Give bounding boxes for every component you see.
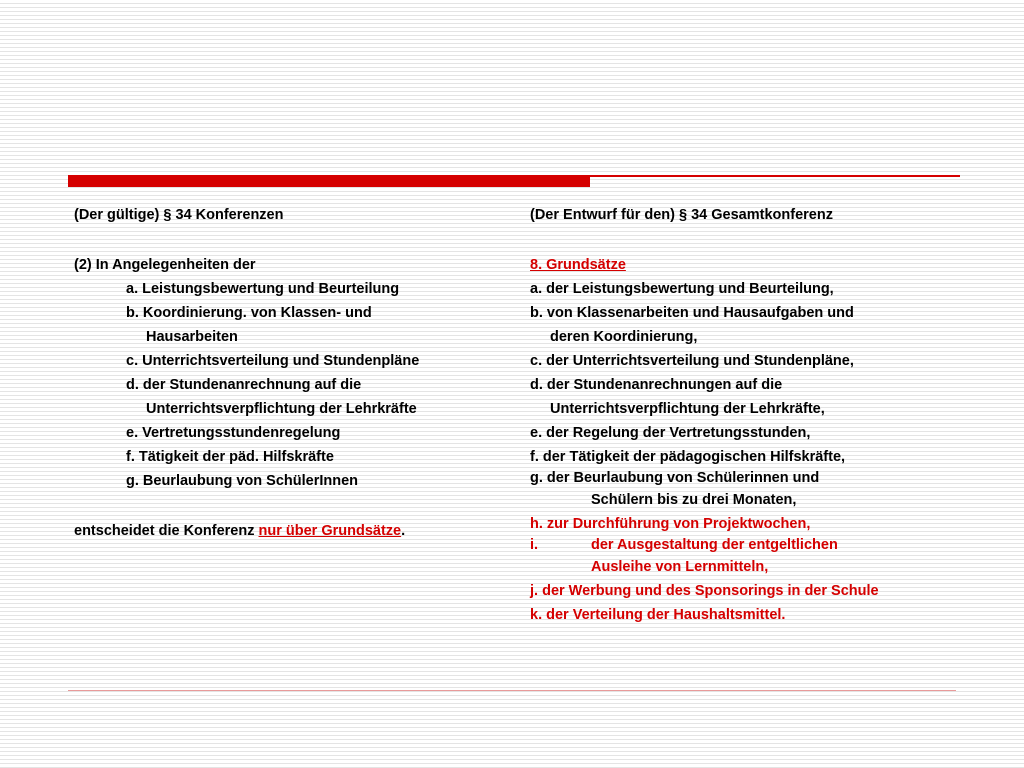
left-intro: (2) In Angelegenheiten der xyxy=(74,257,256,273)
right-column-draft-law xyxy=(530,203,970,627)
section-grundsaetze-link[interactable]: 8. Grundsätze xyxy=(530,257,626,273)
closing-period: . xyxy=(401,523,406,539)
item-i-marker: i. xyxy=(530,537,539,553)
right-item-e: e. der Regelung der Vertretungsstunden, xyxy=(530,425,811,441)
right-item-i-line2: Ausleihe von Lernmitteln, xyxy=(591,559,769,575)
left-closing xyxy=(74,519,514,543)
right-item-d-line1: d. der Stundenanrechnungen auf die xyxy=(530,377,783,393)
left-item-e: e. Vertretungsstundenregelung xyxy=(126,425,341,441)
left-item-g: g. Beurlaubung von SchülerInnen xyxy=(126,473,359,489)
title-bar-accent xyxy=(68,175,590,187)
left-item-d-line1: d. der Stundenanrechnung auf die xyxy=(126,377,362,393)
left-item-b-line1: b. Koordinierung. von Klassen- und xyxy=(126,305,372,321)
right-item-a: a. der Leistungsbewertung und Beurteilung, xyxy=(530,281,834,297)
right-heading: (Der Entwurf für den) § 34 Gesamtkonferenz xyxy=(530,207,833,223)
right-item-c: c. der Unterrichtsverteilung und Stundenpläne, xyxy=(530,353,854,369)
right-item-g-line1: g. der Beurlaubung von Schülerinnen und xyxy=(530,470,820,486)
item-i-text: der Ausgestaltung der entgeltlichen xyxy=(591,537,838,553)
right-item-f: f. der Tätigkeit der pädagogischen Hilfskräfte, xyxy=(530,449,846,465)
right-item-b-line2: deren Koordinierung, xyxy=(550,329,698,345)
footer-rule xyxy=(68,690,956,691)
left-item-c: c. Unterrichtsverteilung und Stundenpläne xyxy=(126,353,420,369)
right-item-j: j. der Werbung und des Sponsorings in der Schule xyxy=(530,583,879,599)
grundsaetze-link[interactable]: nur über Grundsätze xyxy=(258,523,402,539)
left-heading: (Der gültige) § 34 Konferenzen xyxy=(74,207,284,223)
right-item-i-line1 xyxy=(530,536,970,555)
left-column-current-law xyxy=(74,203,514,543)
spacer xyxy=(530,227,970,253)
right-item-g-line2: Schülern bis zu drei Monaten, xyxy=(591,492,797,508)
right-item-h: h. zur Durchführung von Projektwochen, xyxy=(530,516,811,532)
spacer xyxy=(74,227,514,253)
right-item-b-line1: b. von Klassenarbeiten und Hausaufgaben und xyxy=(530,305,854,321)
left-item-a: a. Leistungsbewertung und Beurteilung xyxy=(126,281,400,297)
closing-text: entscheidet die Konferenz xyxy=(74,523,259,539)
spacer xyxy=(74,493,514,519)
left-item-b-line2: Hausarbeiten xyxy=(146,329,238,345)
left-item-d-line2: Unterrichtsverpflichtung der Lehrkräfte xyxy=(146,401,417,417)
right-item-d-line2: Unterrichtsverpflichtung der Lehrkräfte, xyxy=(550,401,825,417)
title-bar-rule xyxy=(590,175,960,177)
left-item-f: f. Tätigkeit der päd. Hilfskräfte xyxy=(126,449,334,465)
right-item-k: k. der Verteilung der Haushaltsmittel. xyxy=(530,607,786,623)
